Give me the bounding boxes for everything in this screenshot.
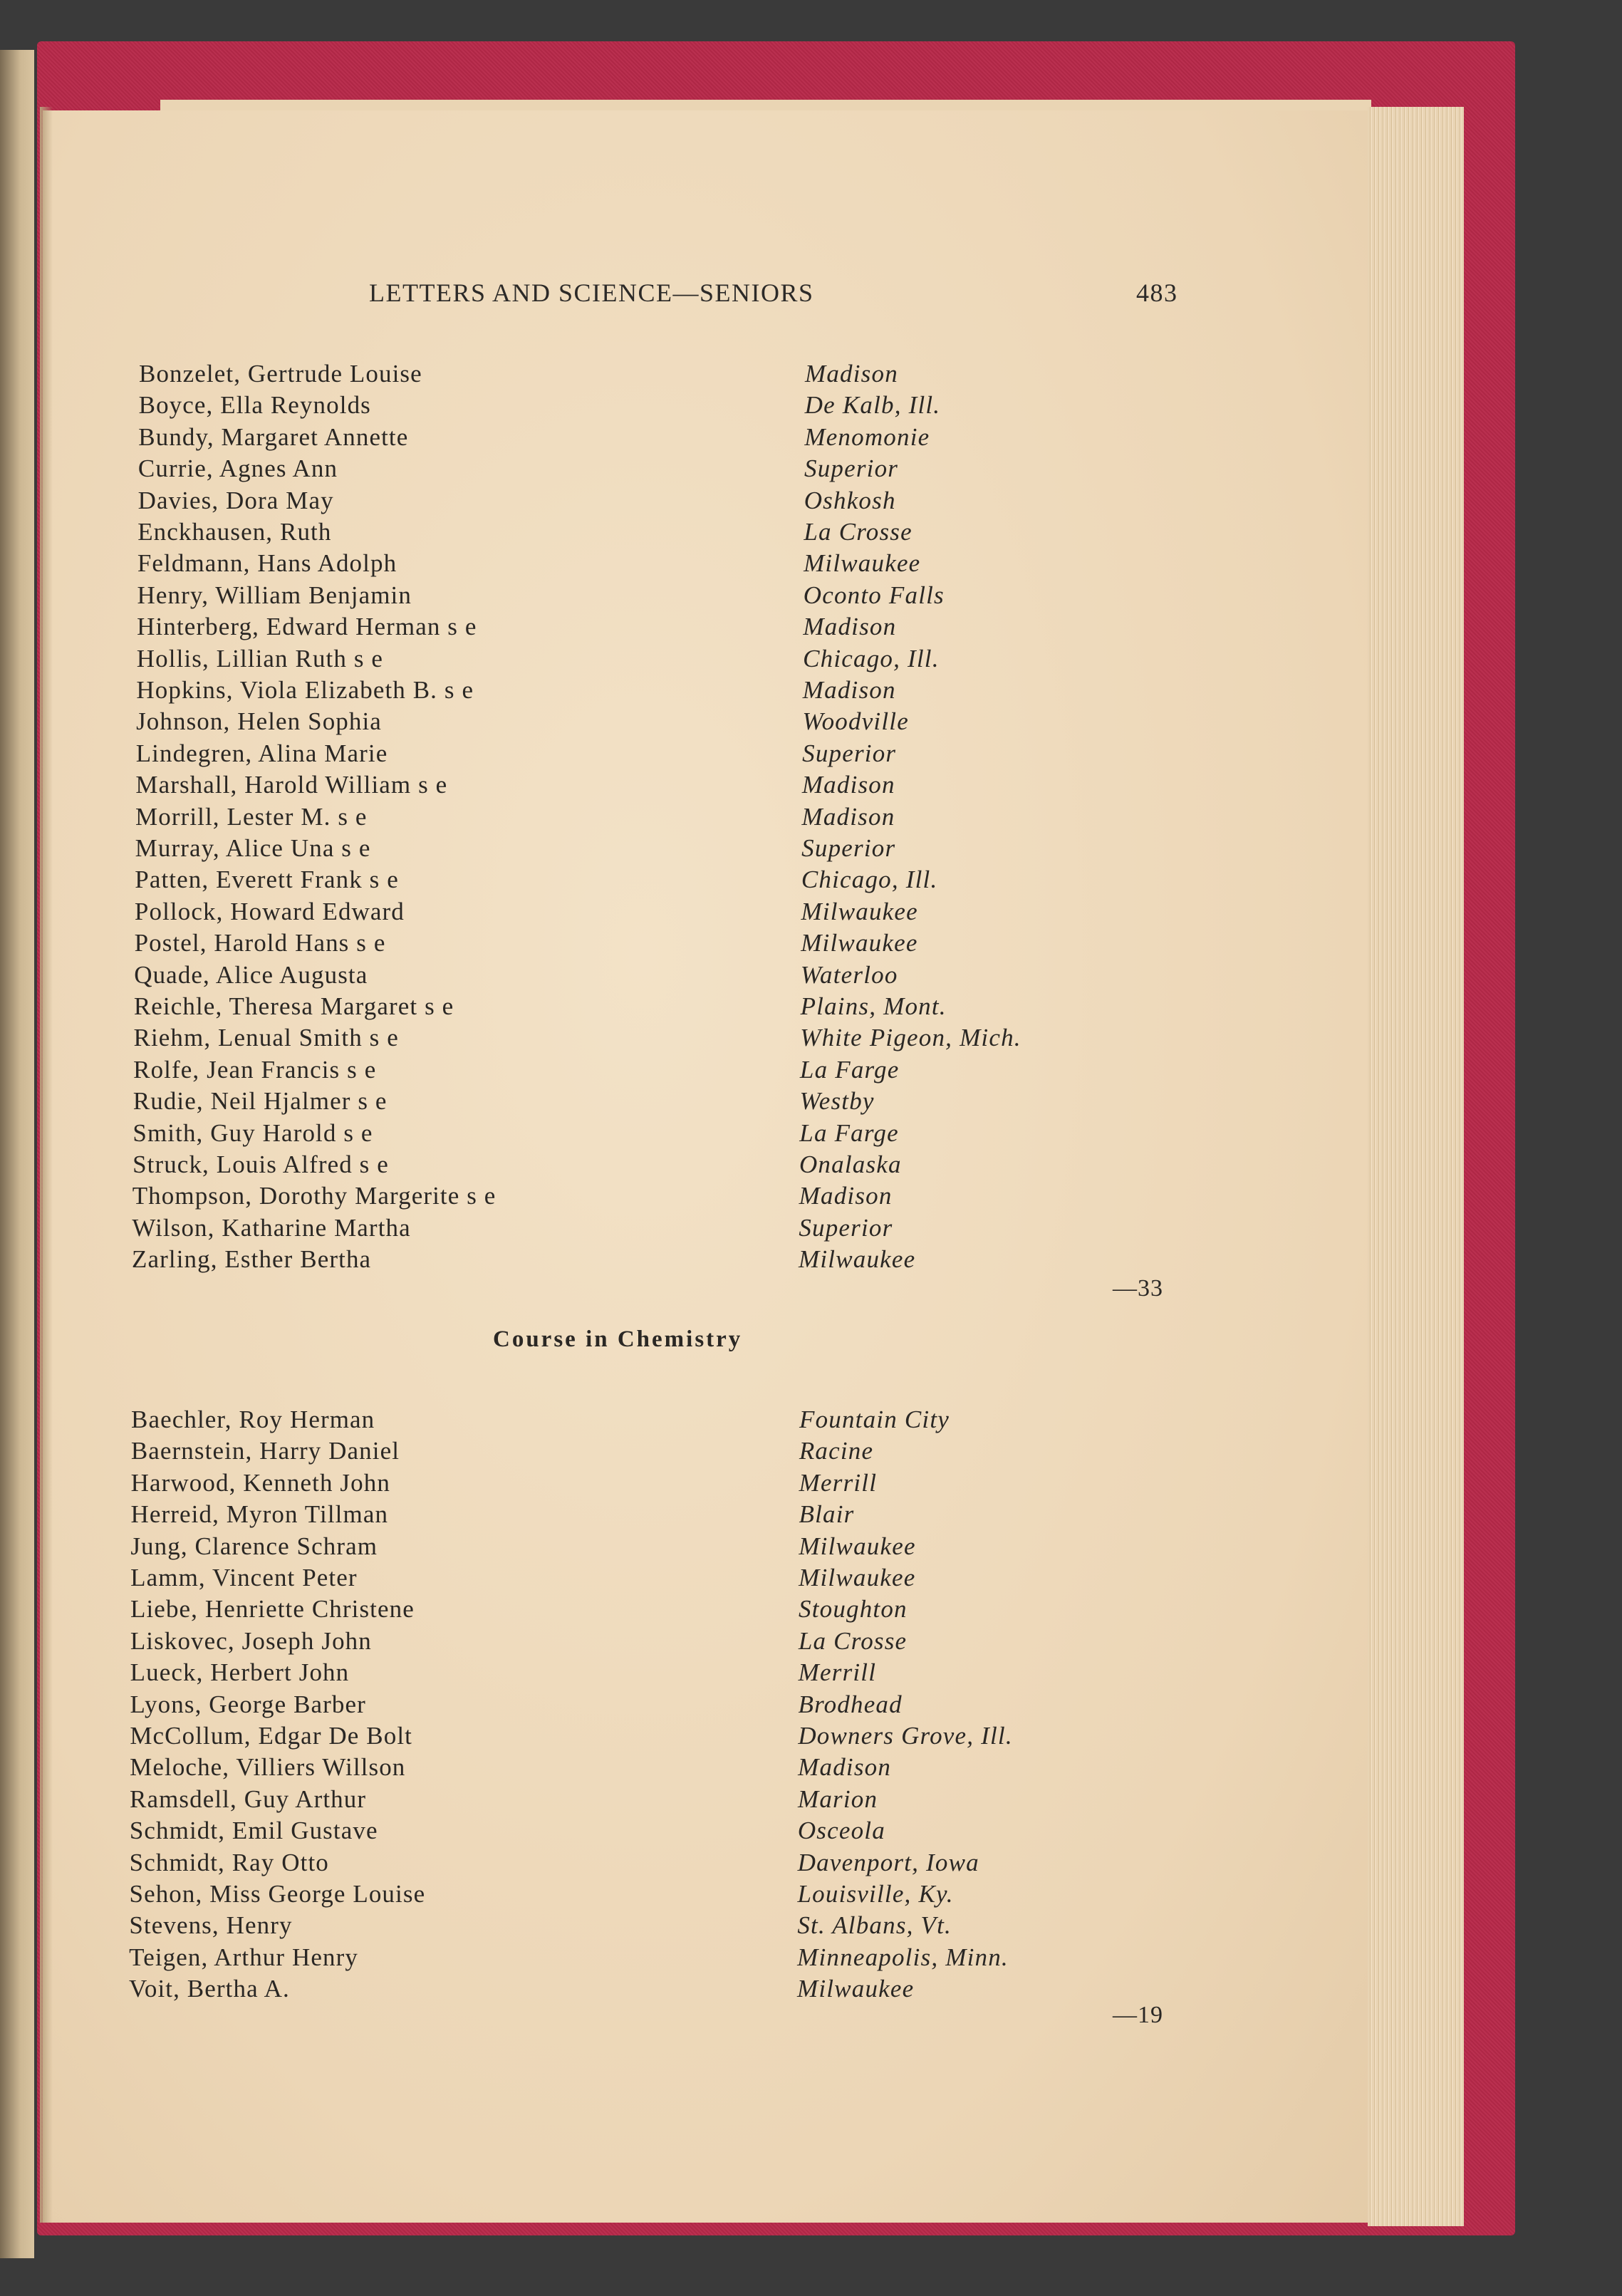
hometown: Menomonie [804, 422, 930, 451]
student-name: Struck, Louis Alfred s e [132, 1150, 389, 1178]
hometown: Madison [805, 360, 898, 388]
hometown: Racine [799, 1437, 874, 1465]
list-item [0, 898, 1622, 929]
hometown: Superior [801, 834, 896, 862]
student-name: Liskovec, Joseph John [130, 1626, 372, 1655]
hometown: La Crosse [804, 518, 913, 546]
student-name: Riehm, Lenual Smith s e [133, 1024, 399, 1052]
list-item [0, 1406, 1622, 1437]
student-name: Murray, Alice Una s e [135, 834, 371, 862]
list-item [0, 1722, 1622, 1753]
student-name: Harwood, Kenneth John [130, 1468, 390, 1497]
hometown: Marion [798, 1785, 878, 1813]
list-item [0, 518, 1622, 549]
hometown: De Kalb, Ill. [804, 391, 941, 420]
student-name: Lyons, George Barber [130, 1690, 366, 1718]
student-name: Enckhausen, Ruth [137, 518, 332, 546]
hometown: Madison [803, 613, 897, 641]
list-item [0, 391, 1622, 422]
student-name: Voit, Bertha A. [129, 1975, 290, 2003]
hometown: Milwaukee [799, 1564, 916, 1591]
hometown: Waterloo [800, 960, 898, 989]
student-name: Morrill, Lester M. s e [135, 802, 368, 831]
list-item [0, 866, 1622, 897]
student-name: Currie, Agnes Ann [137, 454, 338, 483]
student-name: Smith, Guy Harold s e [132, 1118, 373, 1147]
page-number: 483 [1136, 279, 1178, 307]
list-item [0, 1500, 1622, 1532]
student-name: Meloche, Villiers Willson [130, 1753, 406, 1782]
list-item [0, 1214, 1622, 1245]
list-item [0, 1564, 1622, 1595]
list-item [0, 1943, 1622, 1975]
student-name: Zarling, Esther Bertha [132, 1245, 372, 1274]
student-name: Baernstein, Harry Daniel [130, 1437, 400, 1465]
list-item [0, 1817, 1622, 1848]
list-item [0, 1437, 1622, 1468]
student-name: Lamm, Vincent Peter [130, 1564, 358, 1591]
hometown: Madison [801, 802, 895, 831]
hometown: Milwaukee [804, 549, 921, 578]
list-item [0, 1532, 1622, 1564]
student-name: Quade, Alice Augusta [134, 960, 368, 989]
student-name: Pollock, Howard Edward [134, 897, 405, 925]
student-name: Reichle, Theresa Margaret s e [133, 992, 454, 1020]
hometown: Milwaukee [801, 897, 918, 925]
hometown: Merrill [798, 1658, 877, 1687]
list-item [0, 1975, 1622, 2006]
student-name: Bonzelet, Gertrude Louise [139, 360, 422, 388]
list-item [0, 487, 1622, 518]
hometown: La Crosse [798, 1626, 908, 1655]
hometown: Minneapolis, Minn. [797, 1943, 1009, 1971]
hometown: La Farge [799, 1055, 900, 1084]
list-item [0, 581, 1622, 613]
student-name: Thompson, Dorothy Margerite s e [132, 1182, 497, 1210]
student-name: Henry, William Benjamin [137, 581, 412, 609]
list-item [0, 1024, 1622, 1055]
student-name: McCollum, Edgar De Bolt [130, 1722, 412, 1750]
list-item [0, 454, 1622, 486]
hometown: Plains, Mont. [800, 992, 947, 1020]
hometown: Madison [798, 1753, 892, 1782]
hometown: Oconto Falls [803, 581, 945, 609]
hometown: Davenport, Iowa [797, 1848, 979, 1876]
hometown: Superior [804, 454, 899, 483]
hometown: Chicago, Ill. [801, 866, 938, 894]
list-item [0, 423, 1622, 454]
hometown: Oshkosh [804, 486, 896, 514]
student-name: Liebe, Henriette Christene [130, 1595, 415, 1624]
hometown: La Farge [799, 1118, 899, 1147]
student-name: Johnson, Helen Sophia [136, 707, 382, 736]
student-name: Rolfe, Jean Francis s e [133, 1055, 377, 1084]
list-item [0, 676, 1622, 707]
student-name: Herreid, Myron Tillman [130, 1500, 389, 1529]
hometown: Milwaukee [801, 929, 918, 957]
list-item [0, 1627, 1622, 1658]
list-item [0, 739, 1622, 771]
section-heading: Course in Chemistry [493, 1326, 743, 1352]
list-item [0, 645, 1622, 676]
student-name: Schmidt, Ray Otto [129, 1848, 329, 1876]
student-name: Marshall, Harold William s e [135, 771, 448, 799]
hometown: Downers Grove, Ill. [798, 1722, 1013, 1750]
list-item [0, 834, 1622, 866]
hometown: White Pigeon, Mich. [800, 1024, 1021, 1052]
list-item [0, 1595, 1622, 1626]
running-header [0, 278, 1622, 313]
list-item [0, 771, 1622, 802]
student-name: Postel, Harold Hans s e [134, 929, 386, 957]
hometown: Stoughton [799, 1595, 908, 1624]
student-name: Jung, Clarence Schram [130, 1532, 378, 1560]
student-name: Lueck, Herbert John [130, 1658, 350, 1687]
hometown: Madison [801, 771, 895, 799]
student-name: Lindegren, Alina Marie [135, 739, 388, 767]
header-title: LETTERS AND SCIENCE—SENIORS [369, 279, 814, 307]
section-total: —19 [1113, 2002, 1163, 2028]
list-item [0, 1119, 1622, 1150]
hometown: Osceola [797, 1817, 885, 1845]
list-item [0, 1911, 1622, 1943]
student-name: Rudie, Neil Hjalmer s e [132, 1087, 388, 1116]
student-name: Hinterberg, Edward Herman s e [137, 613, 477, 641]
hometown: Onalaska [799, 1150, 902, 1178]
student-name: Davies, Dora May [137, 486, 334, 514]
list-item [0, 360, 1622, 391]
list-item [0, 1469, 1622, 1500]
list-item [0, 1880, 1622, 1911]
hometown: Milwaukee [799, 1245, 916, 1274]
hometown: Milwaukee [799, 1532, 916, 1560]
list-item [0, 1150, 1622, 1182]
student-name: Bundy, Margaret Annette [138, 422, 409, 451]
student-name: Feldmann, Hans Adolph [137, 549, 397, 578]
hometown: Merrill [799, 1468, 878, 1497]
student-name: Boyce, Ella Reynolds [138, 391, 371, 420]
hometown: St. Albans, Vt. [797, 1911, 952, 1940]
section-total: —33 [1113, 1275, 1163, 1302]
hometown: Woodville [802, 707, 909, 736]
student-name: Hopkins, Viola Elizabeth B. s e [136, 676, 474, 704]
student-name: Patten, Everett Frank s e [135, 866, 399, 894]
hometown: Westby [799, 1087, 875, 1116]
list-item [0, 1753, 1622, 1785]
list-item [0, 1785, 1622, 1817]
list-item [0, 549, 1622, 581]
list-item [0, 992, 1622, 1024]
student-name: Wilson, Katharine Martha [132, 1213, 411, 1242]
list-item [0, 1245, 1622, 1277]
hometown: Louisville, Ky. [797, 1880, 954, 1908]
list-item [0, 929, 1622, 960]
list-item [0, 803, 1622, 834]
list-item [0, 1658, 1622, 1690]
hometown: Brodhead [798, 1690, 903, 1718]
hometown: Blair [799, 1500, 855, 1529]
hometown: Chicago, Ill. [803, 644, 940, 672]
student-name: Stevens, Henry [129, 1911, 293, 1940]
list-item [0, 1849, 1622, 1880]
hometown: Milwaukee [797, 1975, 915, 2003]
hometown: Madison [799, 1182, 893, 1210]
list-item [0, 1087, 1622, 1118]
hometown: Fountain City [799, 1406, 950, 1433]
student-name: Ramsdell, Guy Arthur [130, 1785, 367, 1813]
student-name: Sehon, Miss George Louise [129, 1880, 426, 1908]
student-name: Teigen, Arthur Henry [129, 1943, 358, 1971]
student-name: Schmidt, Emil Gustave [129, 1817, 378, 1845]
list-item [0, 1056, 1622, 1087]
list-item [0, 613, 1622, 644]
list-item [0, 1690, 1622, 1722]
list-item [0, 961, 1622, 992]
hometown: Superior [802, 739, 897, 767]
list-item [0, 707, 1622, 739]
hometown: Madison [802, 676, 896, 704]
hometown: Superior [799, 1213, 893, 1242]
student-name: Baechler, Roy Herman [131, 1406, 375, 1433]
list-item [0, 1182, 1622, 1213]
student-name: Hollis, Lillian Ruth s e [136, 644, 384, 672]
